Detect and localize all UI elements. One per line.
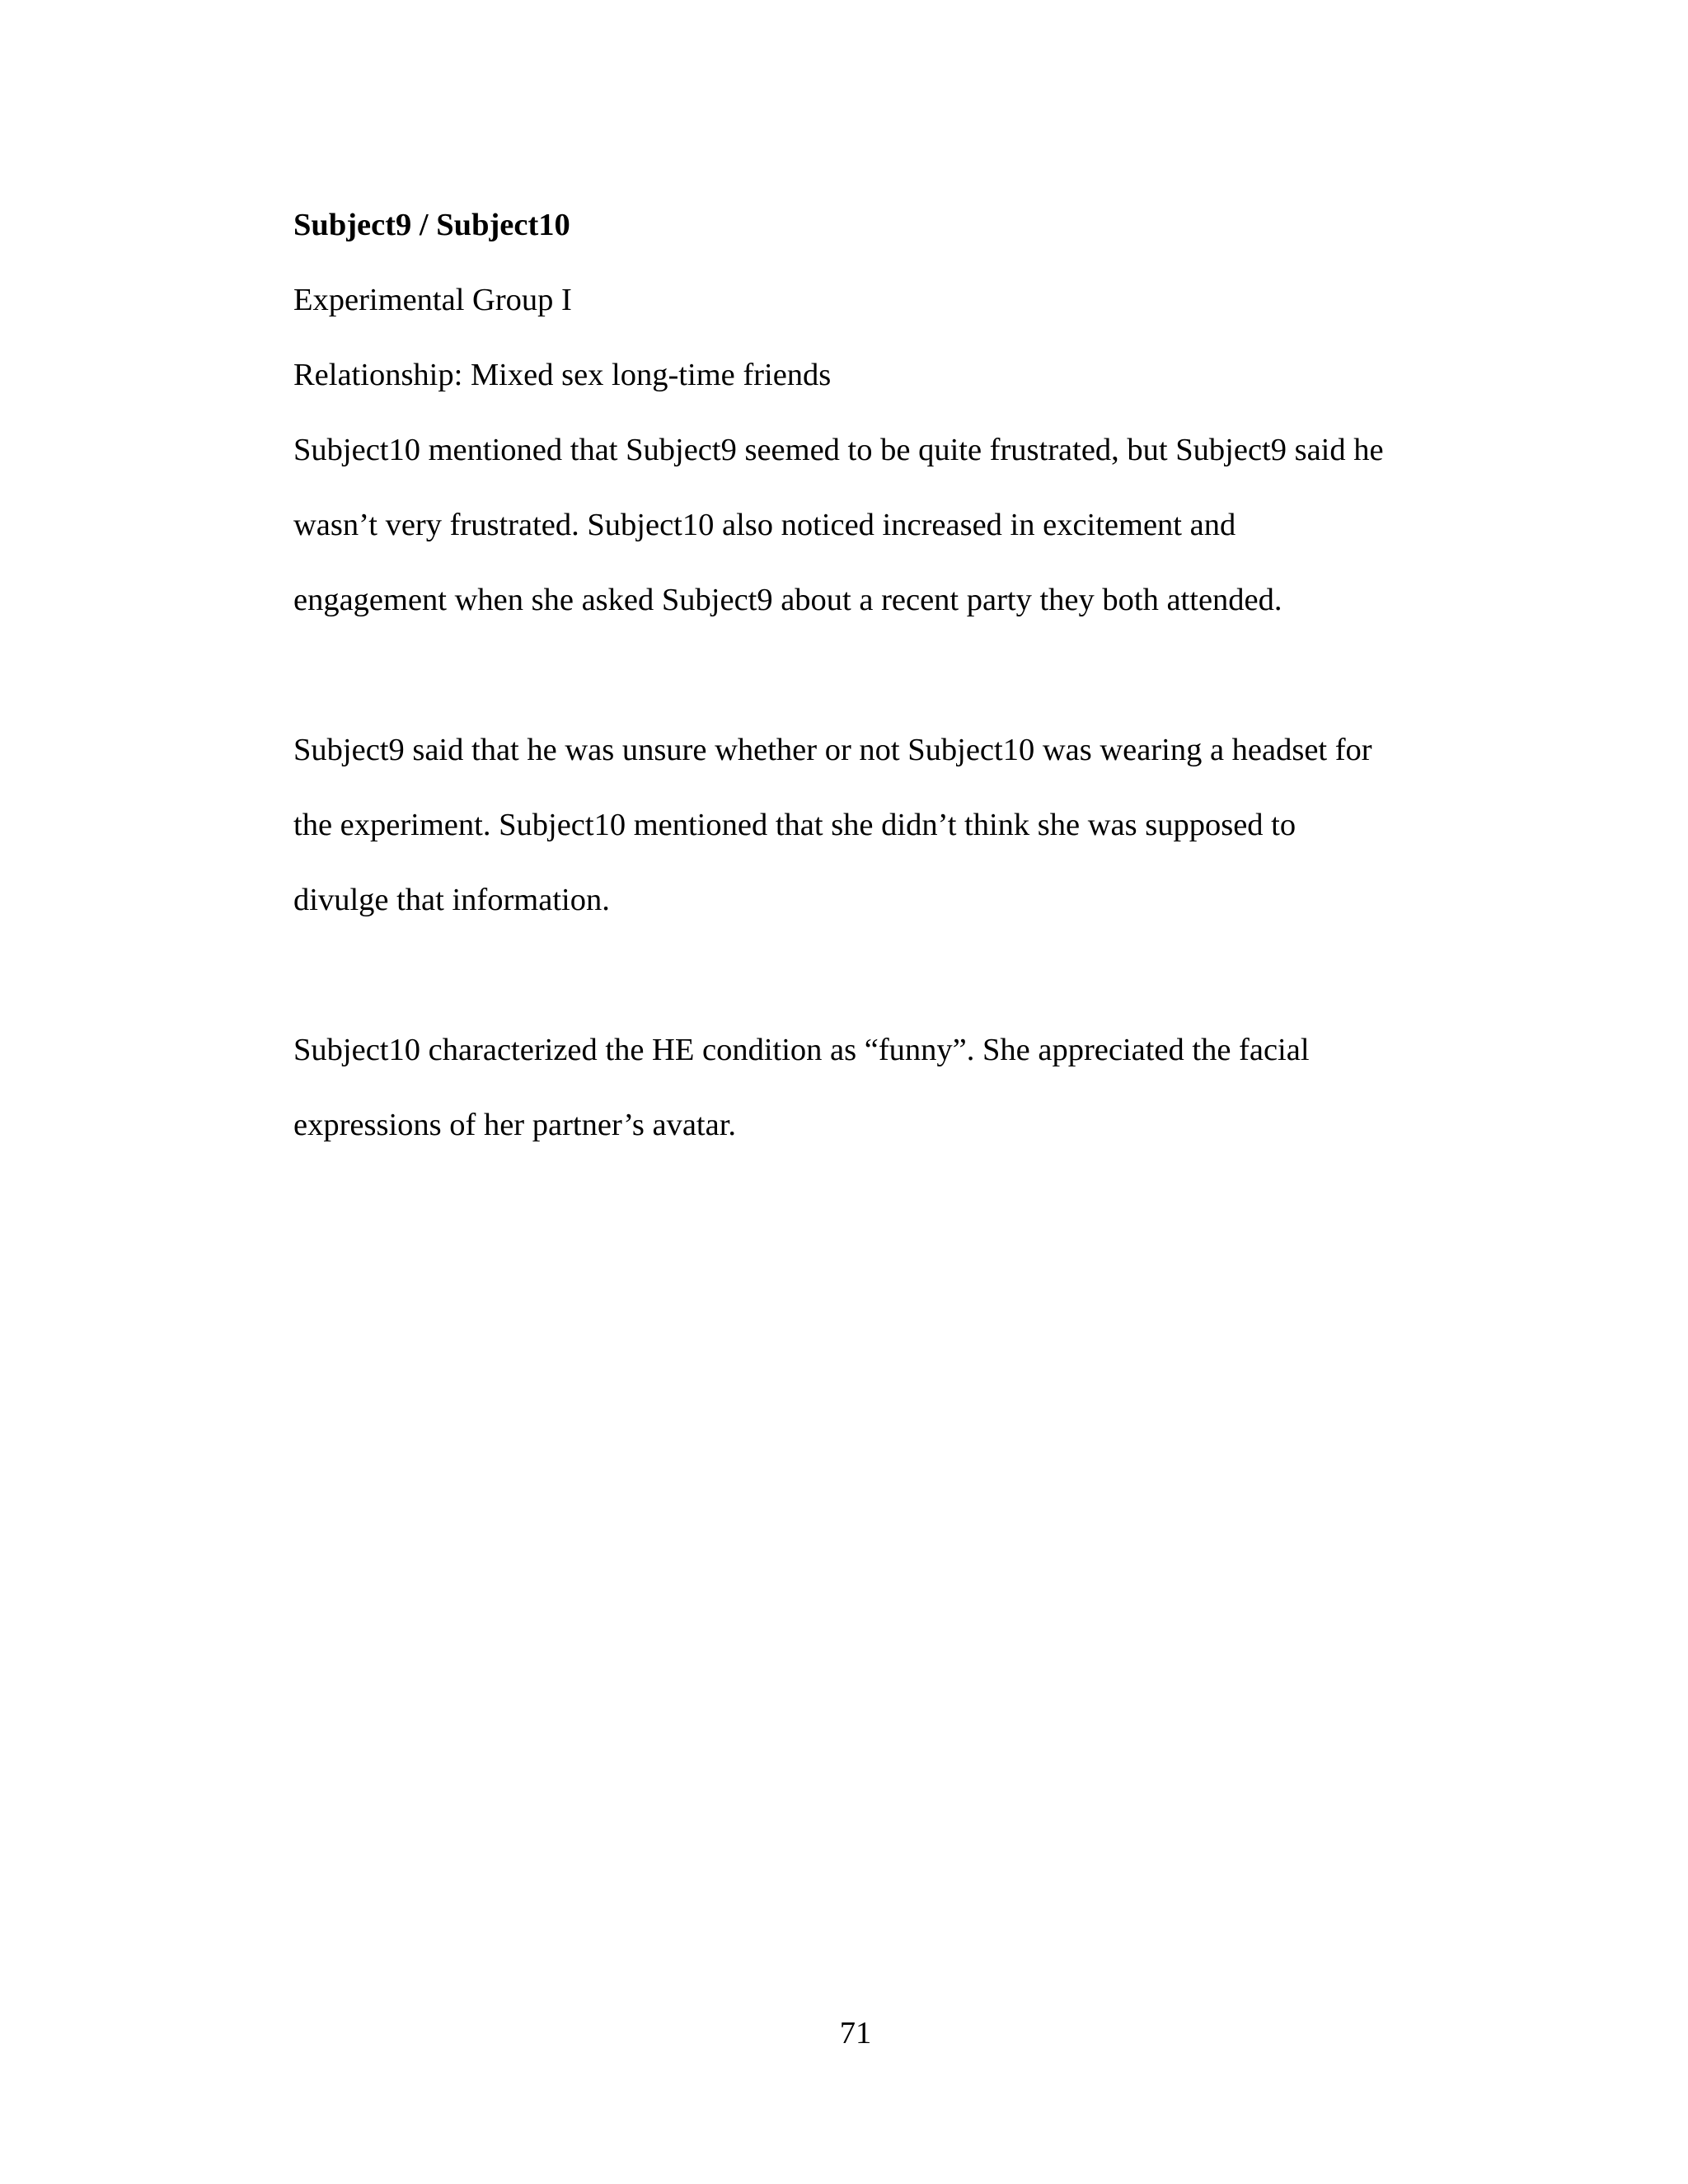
paragraph-line: divulge that information. [293, 883, 610, 917]
paragraph-2 [293, 713, 1447, 938]
paragraph-line: engagement when she asked Subject9 about a recent party they both attended. [293, 583, 1282, 617]
paragraph-line: the experiment. Subject10 mentioned that she didn’t think she was supposed to [293, 808, 1296, 842]
relationship-label: Relationship: Mixed sex long-time friends [293, 358, 832, 392]
page-body [293, 188, 1447, 1163]
paragraph-line: Subject10 mentioned that Subject9 seemed to be quite frustrated, but Subject9 said he [293, 433, 1384, 467]
paragraph-3 [293, 1013, 1447, 1163]
page-number: 71 [839, 2016, 872, 2050]
paragraph-spacer [293, 938, 1447, 1013]
paragraph-spacer [293, 638, 1447, 713]
section-heading: Subject9 / Subject10 [293, 208, 570, 242]
paragraph-line: Subject10 characterized the HE condition as “funny”. She appreciated the facial [293, 1033, 1310, 1067]
paragraph-line: expressions of her partner’s avatar. [293, 1108, 737, 1142]
paragraph-line: wasn’t very frustrated. Subject10 also noticed increased in excitement and [293, 508, 1236, 542]
paragraph-line: Subject9 said that he was unsure whether or not Subject10 was wearing a headset for [293, 733, 1372, 767]
group-label: Experimental Group I [293, 283, 572, 317]
paragraph-1 [293, 413, 1447, 638]
